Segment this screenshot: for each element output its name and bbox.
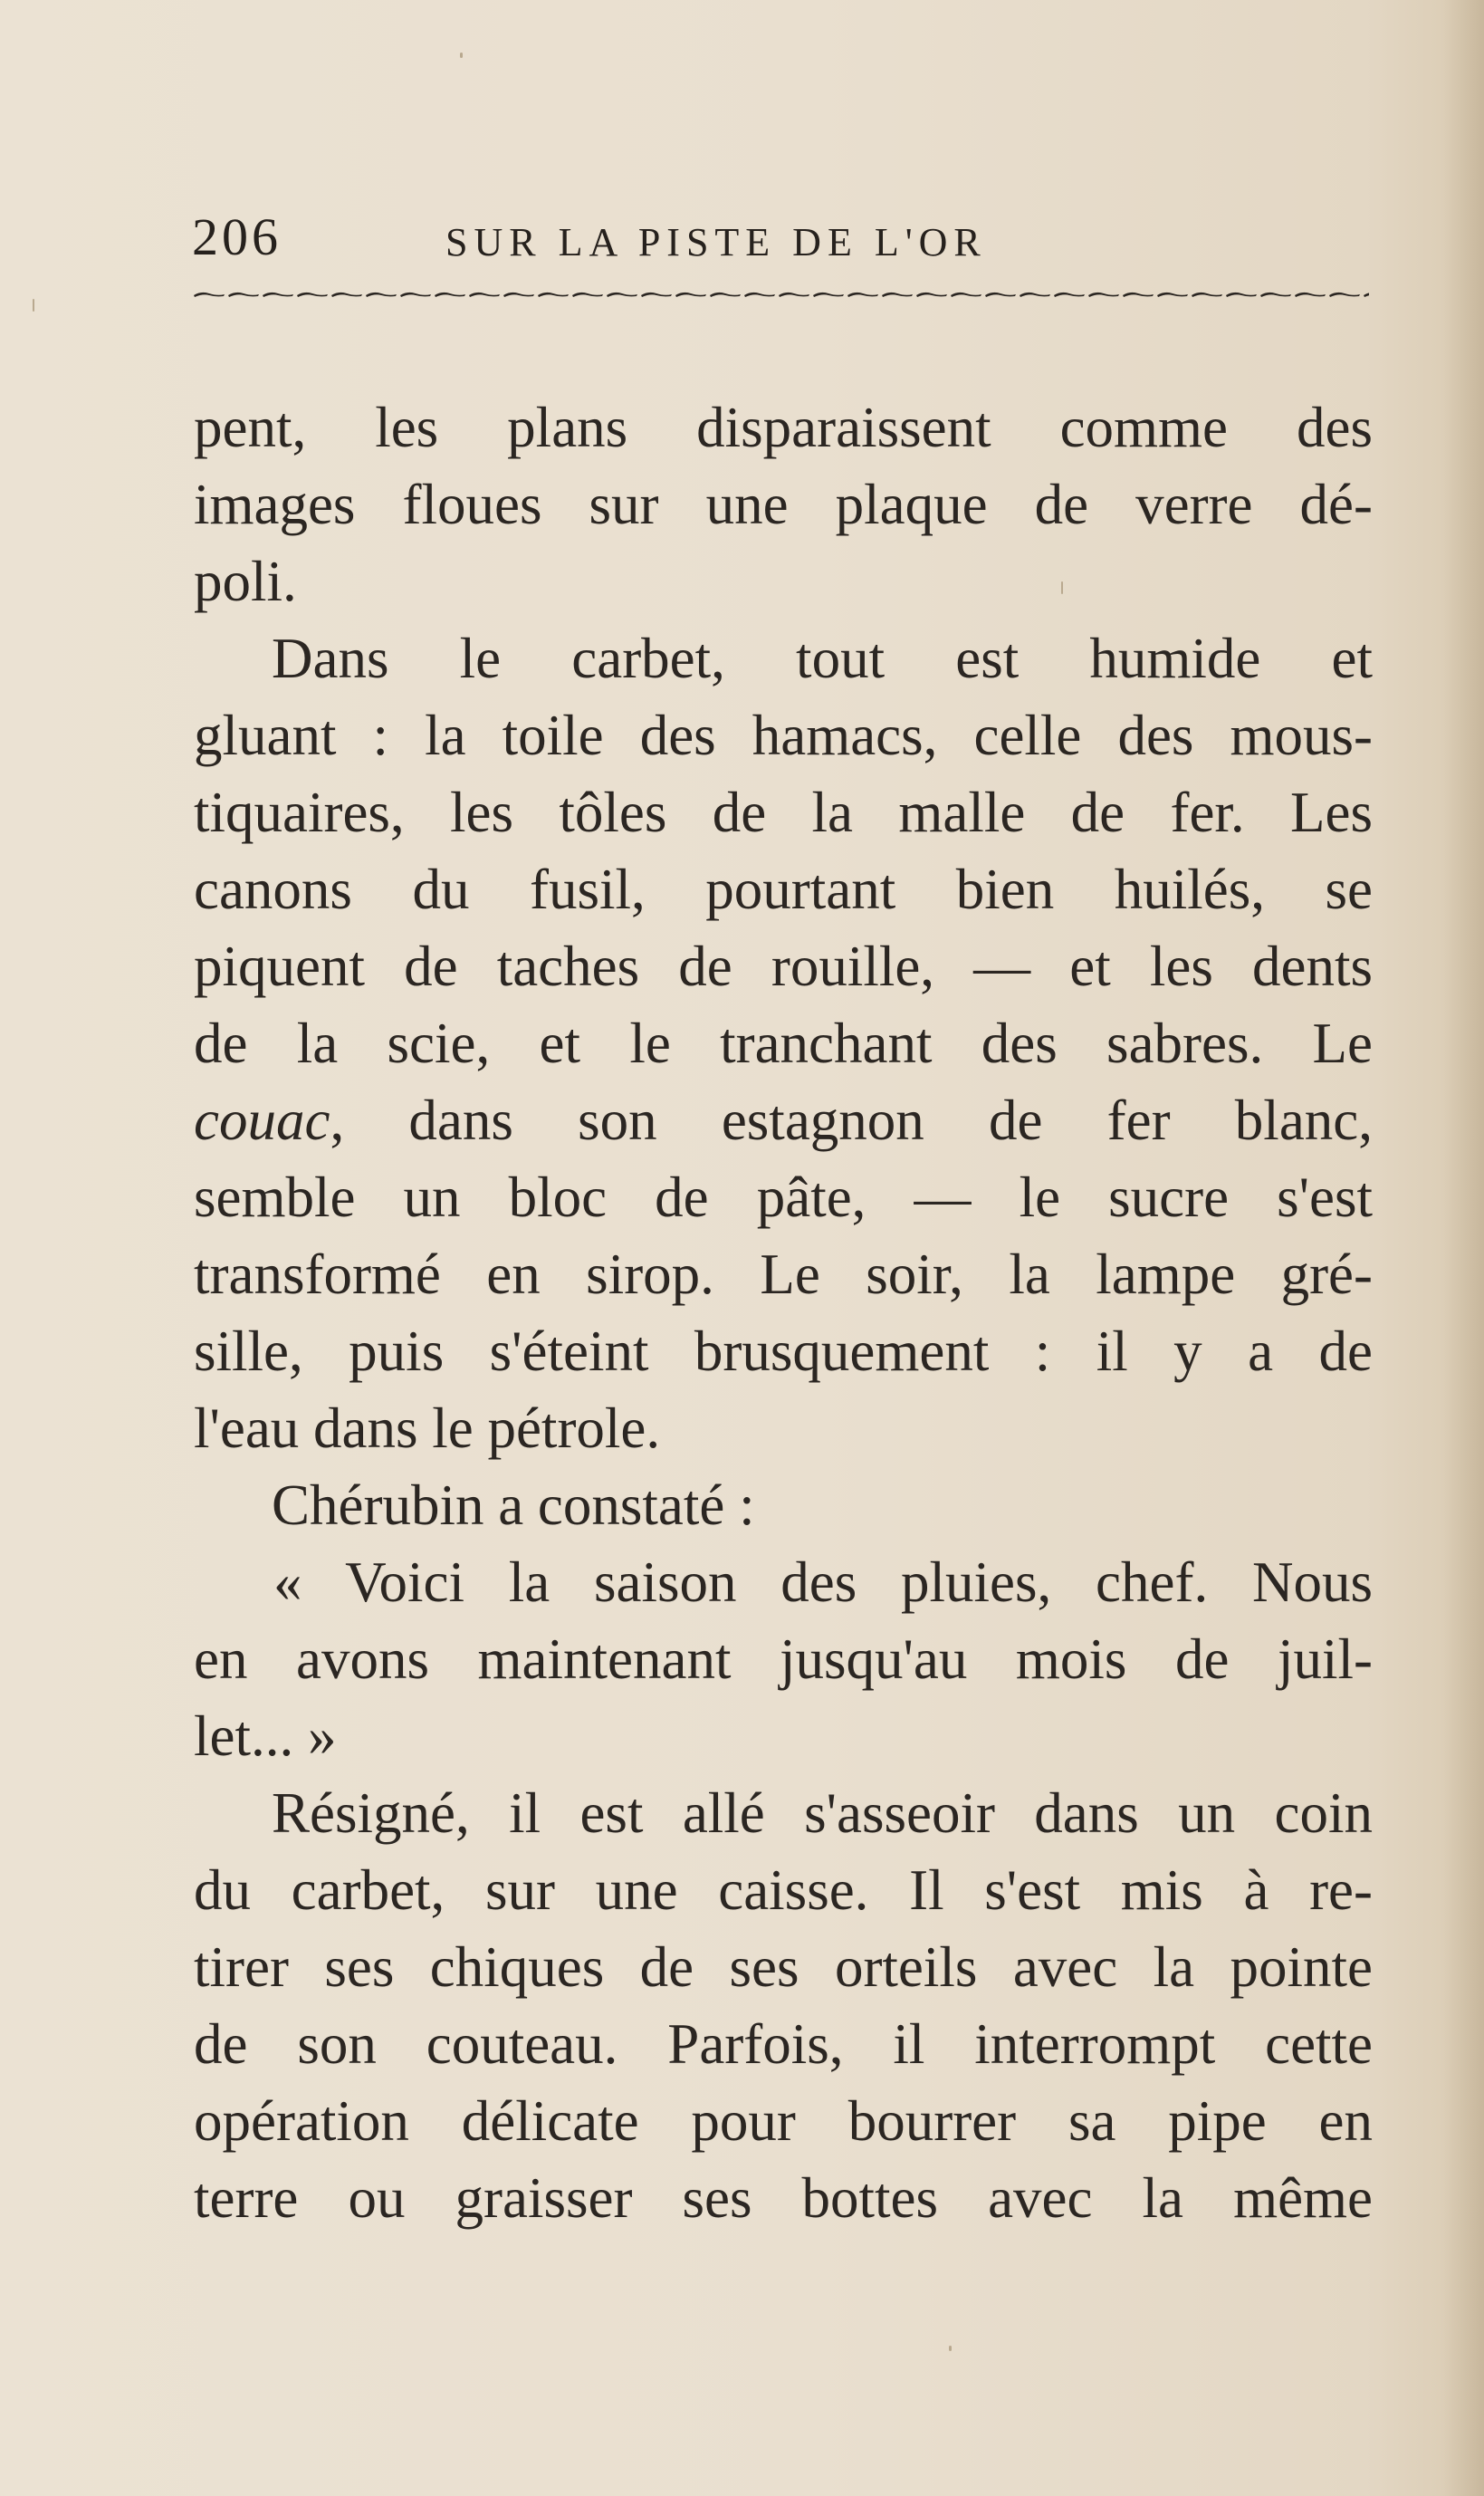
text-line: images floues sur une plaque de verre dé- bbox=[194, 473, 1373, 536]
text-line: tiquaires, les tôles de la malle de fer. Les bbox=[194, 781, 1373, 844]
text-line: l'eau dans le pétrole. bbox=[194, 1397, 661, 1460]
text-line: terre ou graisser ses bottes avec la même bbox=[194, 2166, 1373, 2230]
text-line: Dans le carbet, tout est humide et bbox=[272, 627, 1373, 690]
body-text bbox=[194, 389, 1373, 2237]
paper-speck bbox=[33, 299, 34, 312]
text-line: opération délicate pour bourrer sa pipe en bbox=[194, 2089, 1373, 2153]
text-line: tirer ses chiques de ses orteils avec la pointe bbox=[194, 1935, 1373, 1999]
text-line: semble un bloc de pâte, — le sucre s'est bbox=[194, 1166, 1373, 1229]
text-line: « Voici la saison des pluies, chef. Nous bbox=[273, 1550, 1373, 1614]
text-line: gluant : la toile des hamacs, celle des mous- bbox=[194, 704, 1373, 767]
text-line: de la scie, et le tranchant des sabres. Le bbox=[194, 1012, 1373, 1075]
italic-word: couac bbox=[194, 1089, 330, 1152]
ornament-rule-graphic bbox=[192, 289, 1369, 300]
running-title: SUR LA PISTE DE L'OR bbox=[445, 220, 987, 264]
text-line-rest: , dans son estagnon de fer blanc, bbox=[330, 1089, 1373, 1152]
page-edge-shadow bbox=[1442, 0, 1484, 2496]
text-line: transformé en sirop. Le soir, la lampe gré- bbox=[194, 1243, 1373, 1306]
text-line-with-italic bbox=[194, 1082, 1373, 1159]
text-line: let... » bbox=[194, 1704, 337, 1768]
text-line: en avons maintenant jusqu'au mois de juil- bbox=[194, 1627, 1373, 1691]
text-line: pent, les plans disparaissent comme des bbox=[194, 396, 1373, 459]
text-line: de son couteau. Parfois, il interrompt cette bbox=[194, 2012, 1373, 2076]
text-line: sille, puis s'éteint brusquement : il y a de bbox=[194, 1320, 1373, 1383]
running-header bbox=[192, 201, 1369, 274]
ornament-rule bbox=[192, 289, 1369, 300]
text-line: Chérubin a constaté : bbox=[272, 1474, 755, 1537]
text-line: canons du fusil, pourtant bien huilés, se bbox=[194, 858, 1373, 921]
text-line: du carbet, sur une caisse. Il s'est mis à re- bbox=[194, 1858, 1373, 1922]
text-line: poli. bbox=[194, 550, 297, 613]
text-line: Résigné, il est allé s'asseoir dans un coin bbox=[272, 1781, 1373, 1845]
text-line: piquent de taches de rouille, — et les dents bbox=[194, 935, 1373, 998]
paper-speck bbox=[460, 53, 463, 58]
page-number: 206 bbox=[192, 207, 282, 266]
paper-speck bbox=[949, 2346, 952, 2351]
